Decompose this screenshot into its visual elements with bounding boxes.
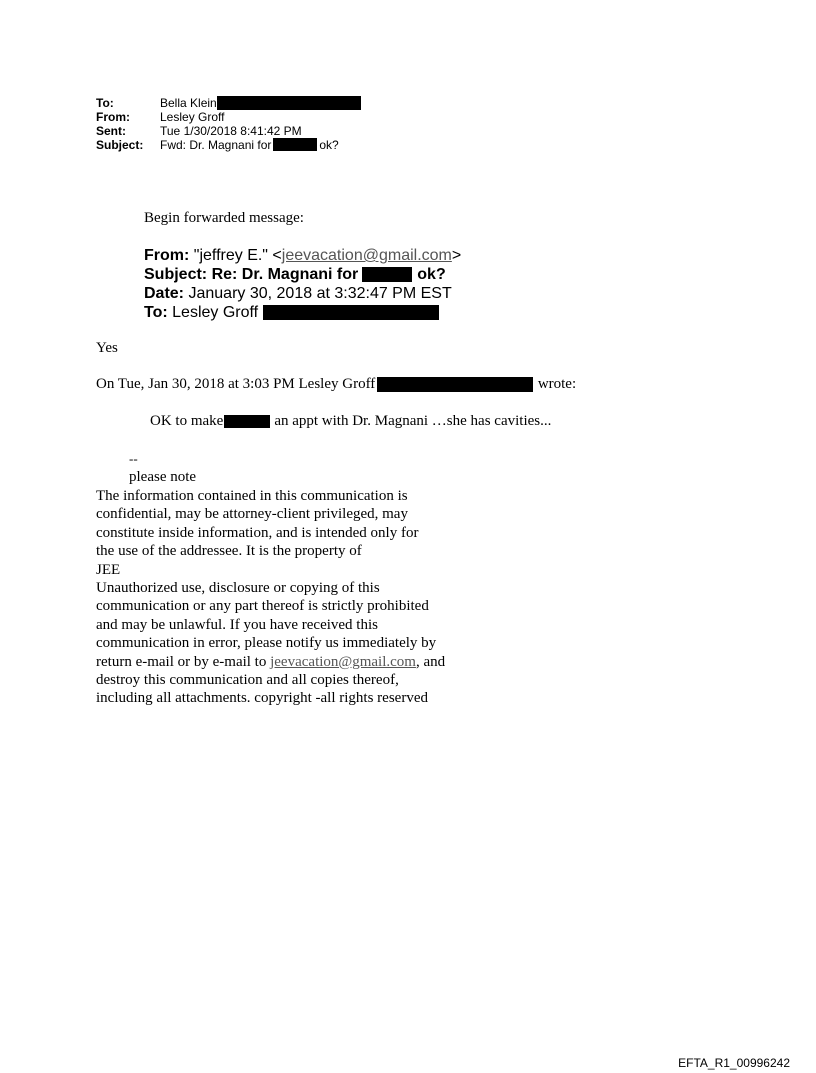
forwarded-from-name: "jeffrey E." <: [193, 247, 282, 264]
header-to-row: [96, 96, 361, 110]
redaction-box: [377, 377, 533, 392]
sent-value: Tue 1/30/2018 8:41:42 PM: [160, 124, 302, 138]
disclaimer-email-line: [96, 653, 445, 671]
to-label: To:: [96, 96, 114, 110]
subject-prefix: Fwd: Dr. Magnani for: [160, 138, 272, 152]
disclaimer-line: communication in error, please notify us immediately by: [96, 635, 437, 652]
sent-label: Sent:: [96, 124, 126, 138]
forwarded-subject-suffix: ok?: [417, 266, 446, 283]
quote-intro: [96, 376, 576, 393]
document-id: EFTA_R1_00996242: [678, 1056, 790, 1070]
disclaimer-line: including all attachments. copyright -all rights reserved: [96, 690, 428, 707]
redaction-box: [273, 138, 317, 151]
forwarded-from-close: >: [451, 247, 462, 264]
disclaimer-email-prefix: return e-mail or by e-mail to: [96, 653, 271, 670]
forwarded-to-value: Lesley Groff: [172, 304, 259, 321]
disclaimer-email-suffix: , and: [415, 653, 446, 670]
forward-intro: Begin forwarded message:: [144, 210, 304, 226]
redaction-box: [263, 305, 439, 320]
signature-dashes: --: [129, 451, 138, 466]
forwarded-date-label: Date:: [144, 285, 185, 302]
forwarded-date-value: January 30, 2018 at 3:32:47 PM EST: [188, 285, 452, 302]
forwarded-subject-row: [144, 265, 461, 284]
reply-text: Yes: [96, 340, 118, 356]
redaction-box: [217, 96, 361, 110]
quote-intro-prefix: On Tue, Jan 30, 2018 at 3:03 PM Lesley Groff: [96, 376, 376, 392]
disclaimer-line: communication or any part thereof is strictly prohibited: [96, 598, 429, 615]
header-subject-row: [96, 138, 361, 152]
quoted-prefix: OK to make: [150, 413, 224, 429]
disclaimer-line: confidential, may be attorney-client privileged, may: [96, 506, 408, 523]
forwarded-from-row: [144, 246, 461, 265]
quoted-message: [150, 413, 551, 430]
subject-suffix: ok?: [319, 138, 339, 152]
quoted-suffix: an appt with Dr. Magnani …she has cavities...: [274, 413, 552, 429]
disclaimer-line: constitute inside information, and is intended only for: [96, 524, 419, 541]
redaction-box: [224, 415, 270, 428]
disclaimer-line: and may be unlawful. If you have received this: [96, 616, 378, 633]
email-header: [96, 96, 361, 152]
disclaimer-line: The information contained in this communication is: [96, 488, 408, 504]
forwarded-from-email-link[interactable]: jeevacation@gmail.com: [281, 247, 452, 264]
disclaimer-line: the use of the addressee. It is the property of: [96, 543, 362, 560]
quote-intro-suffix: wrote:: [537, 376, 577, 392]
disclaimer-line: destroy this communication and all copies thereof,: [96, 672, 399, 689]
header-from-row: [96, 110, 361, 124]
to-value: Bella Klein: [160, 96, 217, 110]
forwarded-date-row: [144, 284, 461, 303]
header-sent-row: [96, 124, 361, 138]
forwarded-header: [144, 246, 461, 322]
disclaimer-line: Unauthorized use, disclosure or copying of this: [96, 580, 380, 597]
forwarded-to-label: To:: [144, 304, 168, 321]
redaction-box: [362, 267, 412, 282]
forwarded-subject-prefix: Re: Dr. Magnani for: [211, 266, 359, 283]
forwarded-from-label: From:: [144, 247, 190, 264]
forwarded-subject-label: Subject:: [144, 266, 208, 283]
from-label: From:: [96, 110, 130, 124]
forwarded-to-row: [144, 303, 461, 322]
disclaimer-line: JEE: [96, 561, 121, 578]
subject-label: Subject:: [96, 138, 144, 152]
signature-note: please note: [129, 469, 197, 485]
disclaimer: [96, 487, 445, 708]
disclaimer-email-link[interactable]: jeevacation@gmail.com: [270, 653, 416, 670]
from-value: Lesley Groff: [160, 110, 225, 124]
